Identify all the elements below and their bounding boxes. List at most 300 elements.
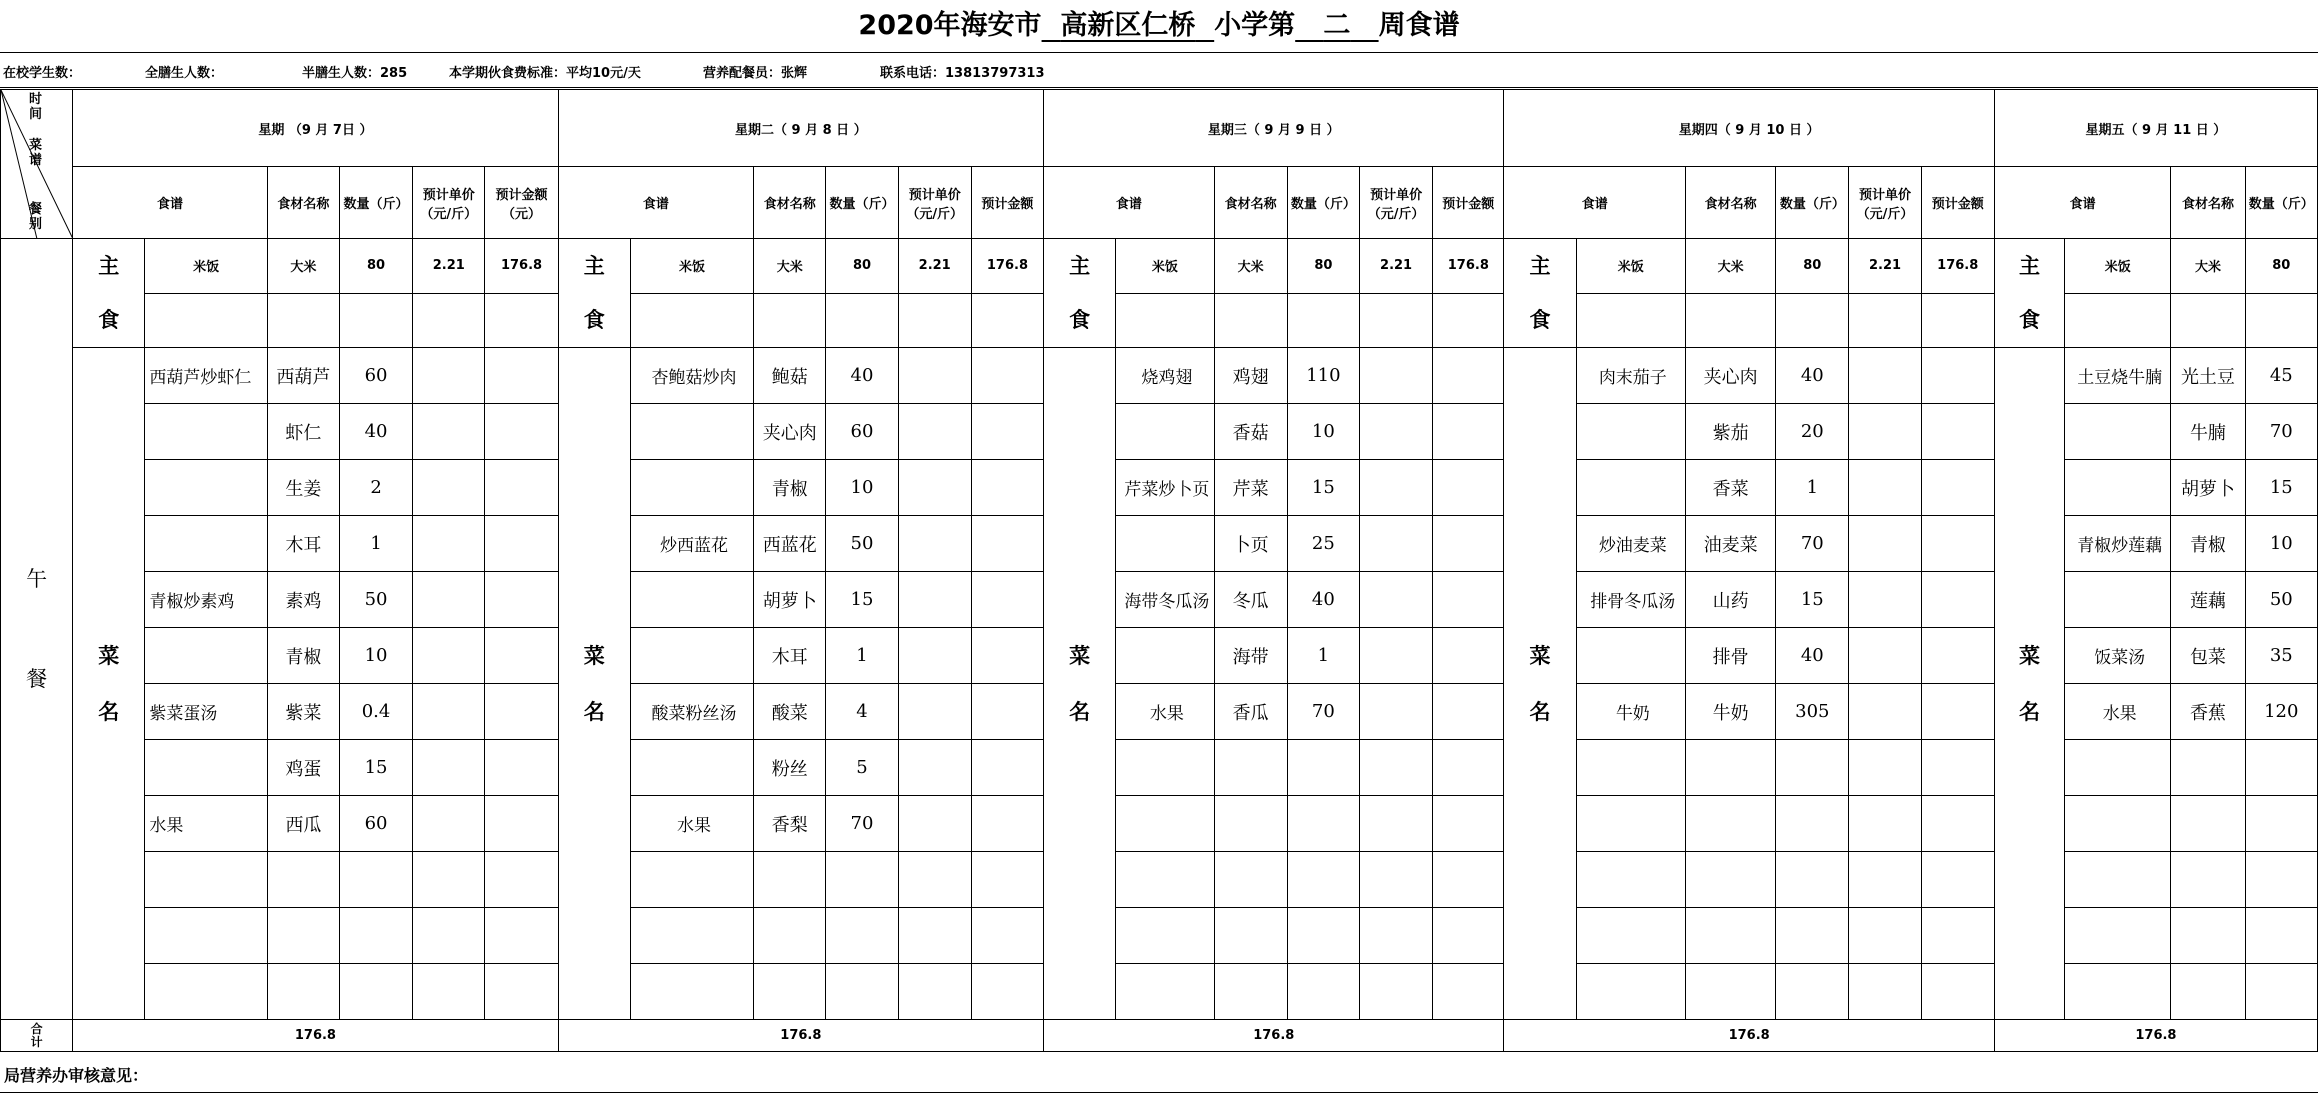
corner-cell [1, 90, 73, 239]
blank-cell [826, 293, 898, 348]
dish-price [413, 460, 485, 516]
corner-menu-label: 菜 谱 [29, 138, 43, 168]
dish-qty: 40 [1776, 348, 1849, 404]
dish-price [1849, 572, 1921, 628]
half-board-count: 半膳生人数：285 [302, 66, 408, 81]
dish-amount [1433, 516, 1504, 572]
dish-qty: 70 [826, 796, 898, 852]
dish-price [1359, 852, 1432, 908]
dish-qty: 40 [826, 348, 898, 404]
dish-amount [971, 516, 1043, 572]
staple-qty: 80 [2245, 239, 2317, 294]
dish-amount [485, 628, 558, 684]
col-ingredient-header: 食材名称 [754, 167, 826, 239]
dish-ingredient: 香蕉 [2171, 684, 2245, 740]
dish-qty [1776, 740, 1849, 796]
dish-recipe [145, 740, 267, 796]
dish-ingredient [1214, 964, 1287, 1020]
dish-price [1849, 348, 1921, 404]
blank-cell [1576, 293, 1685, 348]
dish-price [1359, 404, 1432, 460]
dish-qty [1776, 964, 1849, 1020]
staple-amount: 176.8 [971, 239, 1043, 294]
dish-recipe [1116, 908, 1214, 964]
dish-row [1, 572, 2318, 628]
dish-amount [485, 964, 558, 1020]
dish-recipe [1576, 460, 1685, 516]
title-district: 高新区仁桥 [1060, 10, 1196, 41]
review-label: 局营养办审核意见： [4, 1066, 149, 1085]
dish-ingredient [267, 908, 339, 964]
staple-recipe: 米饭 [145, 239, 267, 294]
dish-price [413, 572, 485, 628]
dish-amount [1433, 964, 1504, 1020]
dish-qty: 20 [1776, 404, 1849, 460]
blank-cell [1214, 293, 1287, 348]
dish-ingredient: 素鸡 [267, 572, 339, 628]
staple-ingredient: 大米 [2171, 239, 2245, 294]
dish-qty [2245, 964, 2317, 1020]
staple-recipe: 米饭 [1116, 239, 1214, 294]
dish-amount [485, 796, 558, 852]
dish-qty: 50 [2245, 572, 2317, 628]
review-footer [0, 1055, 2318, 1093]
dish-ingredient: 夹心肉 [754, 404, 826, 460]
dish-ingredient: 胡萝卜 [2171, 460, 2245, 516]
dish-ingredient: 木耳 [754, 628, 826, 684]
dish-price [413, 348, 485, 404]
dish-ingredient: 紫菜 [267, 684, 339, 740]
dish-recipe [630, 740, 753, 796]
dish-amount [1921, 964, 1994, 1020]
dish-qty [2245, 740, 2317, 796]
dish-qty [339, 964, 412, 1020]
dish-recipe: 炒油麦菜 [1576, 516, 1685, 572]
dish-ingredient [267, 852, 339, 908]
dish-ingredient [2171, 852, 2245, 908]
dish-price [413, 964, 485, 1020]
dish-amount [1921, 684, 1994, 740]
blank-cell [754, 293, 826, 348]
dish-qty: 10 [1287, 404, 1359, 460]
blank-cell [1685, 293, 1775, 348]
dish-row [1, 348, 2318, 404]
blank-cell [413, 293, 485, 348]
dish-qty: 15 [826, 572, 898, 628]
dish-price [898, 852, 971, 908]
dish-price [1359, 348, 1432, 404]
dish-row [1, 796, 2318, 852]
dish-qty: 1 [1287, 628, 1359, 684]
staple-label: 主 食 [1044, 239, 1116, 348]
dish-amount [971, 460, 1043, 516]
dish-recipe [145, 852, 267, 908]
dish-amount [971, 628, 1043, 684]
dish-recipe [2065, 796, 2171, 852]
dish-recipe: 紫菜蛋汤 [145, 684, 267, 740]
dish-recipe: 水果 [2065, 684, 2171, 740]
blank-cell [1849, 293, 1921, 348]
dish-amount [971, 740, 1043, 796]
blank-cell [971, 293, 1043, 348]
dish-qty: 25 [1287, 516, 1359, 572]
dish-qty: 10 [339, 628, 412, 684]
dish-price [413, 852, 485, 908]
dish-recipe: 酸菜粉丝汤 [630, 684, 753, 740]
staple-qty: 80 [1776, 239, 1849, 294]
dish-qty [1287, 796, 1359, 852]
dish-qty: 120 [2245, 684, 2317, 740]
dish-qty [1776, 908, 1849, 964]
col-recipe-header: 食谱 [1994, 167, 2170, 239]
dish-amount [971, 852, 1043, 908]
dish-qty: 40 [1287, 572, 1359, 628]
dish-recipe [630, 460, 753, 516]
dish-price [413, 684, 485, 740]
dish-amount [485, 572, 558, 628]
dish-qty: 45 [2245, 348, 2317, 404]
staple-ingredient: 大米 [1214, 239, 1287, 294]
dish-recipe [145, 908, 267, 964]
dish-amount [971, 404, 1043, 460]
col-unit-price-header: 预计单价 （元/斤） [1359, 167, 1432, 239]
dish-price [898, 460, 971, 516]
col-unit-price-header: 预计单价 （元/斤） [898, 167, 971, 239]
dish-recipe [1116, 964, 1214, 1020]
dish-label: 菜 名 [1044, 348, 1116, 1020]
col-unit-price-header: 预计单价 （元/斤） [413, 167, 485, 239]
dish-label: 菜 名 [73, 348, 145, 1020]
dish-ingredient [1685, 740, 1775, 796]
title-week: 二 [1323, 10, 1351, 41]
dish-amount [1433, 628, 1504, 684]
dish-ingredient: 酸菜 [754, 684, 826, 740]
dish-qty [826, 908, 898, 964]
title-mid: 小学第 [1214, 10, 1296, 41]
dish-ingredient: 西蓝花 [754, 516, 826, 572]
title-suffix: 周食谱 [1378, 10, 1460, 41]
dish-recipe [1116, 404, 1214, 460]
dish-amount [485, 404, 558, 460]
dish-ingredient [2171, 908, 2245, 964]
staple-label: 主 食 [1504, 239, 1576, 348]
dish-recipe [1576, 740, 1685, 796]
dish-qty [2245, 796, 2317, 852]
dish-label: 菜 名 [1504, 348, 1576, 1020]
dish-ingredient: 芹菜 [1214, 460, 1287, 516]
dish-price [1849, 684, 1921, 740]
total-label: 合 计 [1, 1020, 73, 1052]
dish-amount [1921, 740, 1994, 796]
dish-ingredient: 油麦菜 [1685, 516, 1775, 572]
blank-cell [630, 293, 753, 348]
dish-price [1359, 460, 1432, 516]
staple-qty: 80 [339, 239, 412, 294]
dish-qty: 0.4 [339, 684, 412, 740]
dish-ingredient [2171, 964, 2245, 1020]
dish-recipe [1116, 516, 1214, 572]
dish-recipe: 牛奶 [1576, 684, 1685, 740]
dish-recipe [145, 964, 267, 1020]
dish-row [1, 460, 2318, 516]
day-total: 176.8 [1044, 1020, 1504, 1052]
dish-price [413, 628, 485, 684]
dish-amount [485, 852, 558, 908]
col-unit-price-header: 预计单价 （元/斤） [1849, 167, 1921, 239]
dish-recipe: 西葫芦炒虾仁 [145, 348, 267, 404]
dish-recipe: 烧鸡翅 [1116, 348, 1214, 404]
dish-ingredient [1685, 852, 1775, 908]
dish-ingredient [754, 908, 826, 964]
dish-recipe: 青椒炒莲藕 [2065, 516, 2171, 572]
blank-cell [485, 293, 558, 348]
staple-recipe: 米饭 [2065, 239, 2171, 294]
dish-qty [1287, 740, 1359, 796]
nutritionist: 营养配餐员：张辉 [703, 66, 808, 81]
dish-amount [971, 964, 1043, 1020]
dish-ingredient [267, 964, 339, 1020]
dish-recipe [1116, 852, 1214, 908]
dish-qty [1776, 852, 1849, 908]
day-total: 176.8 [558, 1020, 1043, 1052]
dish-qty: 60 [826, 404, 898, 460]
dish-ingredient: 粉丝 [754, 740, 826, 796]
dish-qty: 1 [826, 628, 898, 684]
dish-amount [1921, 796, 1994, 852]
blank-cell [898, 293, 971, 348]
dish-price [1359, 572, 1432, 628]
col-qty-header: 数量（斤） [826, 167, 898, 239]
day-header-row [1, 90, 2318, 167]
dish-row [1, 908, 2318, 964]
dish-qty: 60 [339, 348, 412, 404]
dish-ingredient [1214, 796, 1287, 852]
dish-ingredient: 鲍菇 [754, 348, 826, 404]
dish-recipe [1576, 964, 1685, 1020]
dish-label: 菜 名 [1994, 348, 2064, 1020]
day-header: 星期三（ 9 月 9 日 ） [1044, 90, 1504, 167]
dish-qty [1776, 796, 1849, 852]
dish-qty [1287, 908, 1359, 964]
dish-qty: 5 [826, 740, 898, 796]
dish-recipe [2065, 460, 2171, 516]
col-amount-header: 预计金额 [1433, 167, 1504, 239]
staple-recipe: 米饭 [630, 239, 753, 294]
dish-row [1, 740, 2318, 796]
dish-row [1, 628, 2318, 684]
dish-amount [485, 908, 558, 964]
staple-price: 2.21 [1359, 239, 1432, 294]
dish-recipe [1576, 852, 1685, 908]
staple-amount: 176.8 [1921, 239, 1994, 294]
dish-price [898, 628, 971, 684]
dish-recipe: 土豆烧牛腩 [2065, 348, 2171, 404]
dish-price [898, 796, 971, 852]
dish-recipe [1576, 796, 1685, 852]
dish-ingredient: 虾仁 [267, 404, 339, 460]
dish-price [1849, 964, 1921, 1020]
contact-phone: 联系电话：13813797313 [880, 66, 1045, 81]
dish-price [1849, 740, 1921, 796]
dish-qty [2245, 908, 2317, 964]
blank-cell [339, 293, 412, 348]
dish-recipe [145, 628, 267, 684]
dish-recipe: 排骨冬瓜汤 [1576, 572, 1685, 628]
meal-lunch-label: 午 餐 [1, 239, 73, 1020]
dish-qty [826, 964, 898, 1020]
dish-qty: 4 [826, 684, 898, 740]
dish-recipe [630, 572, 753, 628]
dish-ingredient: 排骨 [1685, 628, 1775, 684]
dish-amount [971, 796, 1043, 852]
dish-label: 菜 名 [558, 348, 630, 1020]
dish-amount [1921, 572, 1994, 628]
dish-ingredient [754, 964, 826, 1020]
col-qty-header: 数量（斤） [339, 167, 412, 239]
dish-price [1849, 908, 1921, 964]
staple-price: 2.21 [898, 239, 971, 294]
dish-amount [1433, 852, 1504, 908]
dish-qty: 10 [826, 460, 898, 516]
dish-price [1849, 628, 1921, 684]
dish-qty: 50 [339, 572, 412, 628]
dish-recipe [2065, 404, 2171, 460]
dish-ingredient: 牛腩 [2171, 404, 2245, 460]
dish-recipe: 水果 [145, 796, 267, 852]
dish-price [1849, 460, 1921, 516]
blank-cell [1776, 293, 1849, 348]
blank-cell [2171, 293, 2245, 348]
day-header: 星期五（ 9 月 11 日 ） [1994, 90, 2317, 167]
dish-qty: 15 [339, 740, 412, 796]
column-header-row [1, 167, 2318, 239]
dish-recipe [2065, 572, 2171, 628]
blank-cell [267, 293, 339, 348]
blank-cell [145, 293, 267, 348]
dish-ingredient [2171, 796, 2245, 852]
staple-row-blank [1, 293, 2318, 348]
dish-recipe: 水果 [630, 796, 753, 852]
dish-ingredient [2171, 740, 2245, 796]
dish-recipe [145, 516, 267, 572]
blank-cell [1433, 293, 1504, 348]
dish-ingredient: 海带 [1214, 628, 1287, 684]
dish-price [898, 684, 971, 740]
dish-recipe [630, 404, 753, 460]
dish-price [413, 740, 485, 796]
dish-row [1, 516, 2318, 572]
dish-recipe [2065, 908, 2171, 964]
day-total: 176.8 [73, 1020, 558, 1052]
dish-qty [339, 908, 412, 964]
dish-qty [826, 852, 898, 908]
dish-recipe [1576, 404, 1685, 460]
meal-fee: 本学期伙食费标准：平均10元/天 [449, 66, 641, 81]
blank-cell [1359, 293, 1432, 348]
dish-amount [971, 348, 1043, 404]
dish-recipe [1116, 628, 1214, 684]
dish-recipe: 水果 [1116, 684, 1214, 740]
staple-label: 主 食 [73, 239, 145, 348]
dish-amount [1921, 852, 1994, 908]
dish-amount [1921, 908, 1994, 964]
corner-meal-label: 餐 别 [29, 202, 43, 232]
dish-ingredient [1214, 852, 1287, 908]
dish-recipe: 炒西蓝花 [630, 516, 753, 572]
dish-qty: 60 [339, 796, 412, 852]
dish-price [1359, 516, 1432, 572]
dish-recipe [1576, 908, 1685, 964]
dish-ingredient: 紫茄 [1685, 404, 1775, 460]
staple-price: 2.21 [1849, 239, 1921, 294]
col-qty-header: 数量（斤） [2245, 167, 2317, 239]
total-row [1, 1020, 2318, 1052]
staple-label: 主 食 [1994, 239, 2064, 348]
dish-amount [485, 348, 558, 404]
dish-row [1, 852, 2318, 908]
dish-row [1, 404, 2318, 460]
staple-recipe: 米饭 [1576, 239, 1685, 294]
dish-qty: 1 [1776, 460, 1849, 516]
dish-recipe [145, 404, 267, 460]
day-total: 176.8 [1994, 1020, 2317, 1052]
info-bar [0, 52, 2318, 88]
dish-recipe [1116, 740, 1214, 796]
dish-row [1, 964, 2318, 1020]
dish-price [413, 908, 485, 964]
dish-price [1849, 404, 1921, 460]
dish-price [413, 404, 485, 460]
dish-qty: 70 [2245, 404, 2317, 460]
dish-amount [971, 684, 1043, 740]
dish-qty: 110 [1287, 348, 1359, 404]
dish-qty: 70 [1776, 516, 1849, 572]
dish-ingredient: 夹心肉 [1685, 348, 1775, 404]
day-header: 星期 （9 月 7日 ） [73, 90, 558, 167]
col-qty-header: 数量（斤） [1776, 167, 1849, 239]
dish-ingredient: 卜页 [1214, 516, 1287, 572]
col-recipe-header: 食谱 [1044, 167, 1214, 239]
corner-time-label: 时 间 [29, 92, 43, 122]
dish-recipe: 芹菜炒卜页 [1116, 460, 1214, 516]
blank-cell [1921, 293, 1994, 348]
dish-recipe [1576, 628, 1685, 684]
dish-recipe [630, 964, 753, 1020]
dish-price [413, 516, 485, 572]
staple-label: 主 食 [558, 239, 630, 348]
dish-ingredient: 香瓜 [1214, 684, 1287, 740]
dish-price [1359, 684, 1432, 740]
col-ingredient-header: 食材名称 [2171, 167, 2245, 239]
blank-cell [2245, 293, 2317, 348]
dish-qty: 40 [339, 404, 412, 460]
dish-amount [971, 908, 1043, 964]
dish-recipe [2065, 740, 2171, 796]
dish-recipe [1116, 796, 1214, 852]
dish-recipe [630, 628, 753, 684]
dish-recipe [630, 852, 753, 908]
dish-amount [971, 572, 1043, 628]
dish-amount [1921, 404, 1994, 460]
dish-price [1359, 628, 1432, 684]
dish-price [1359, 908, 1432, 964]
dish-amount [1433, 740, 1504, 796]
dish-amount [1433, 572, 1504, 628]
col-amount-header: 预计金额 [1921, 167, 1994, 239]
col-ingredient-header: 食材名称 [1685, 167, 1775, 239]
dish-recipe: 杏鲍菇炒肉 [630, 348, 753, 404]
dish-row [1, 684, 2318, 740]
